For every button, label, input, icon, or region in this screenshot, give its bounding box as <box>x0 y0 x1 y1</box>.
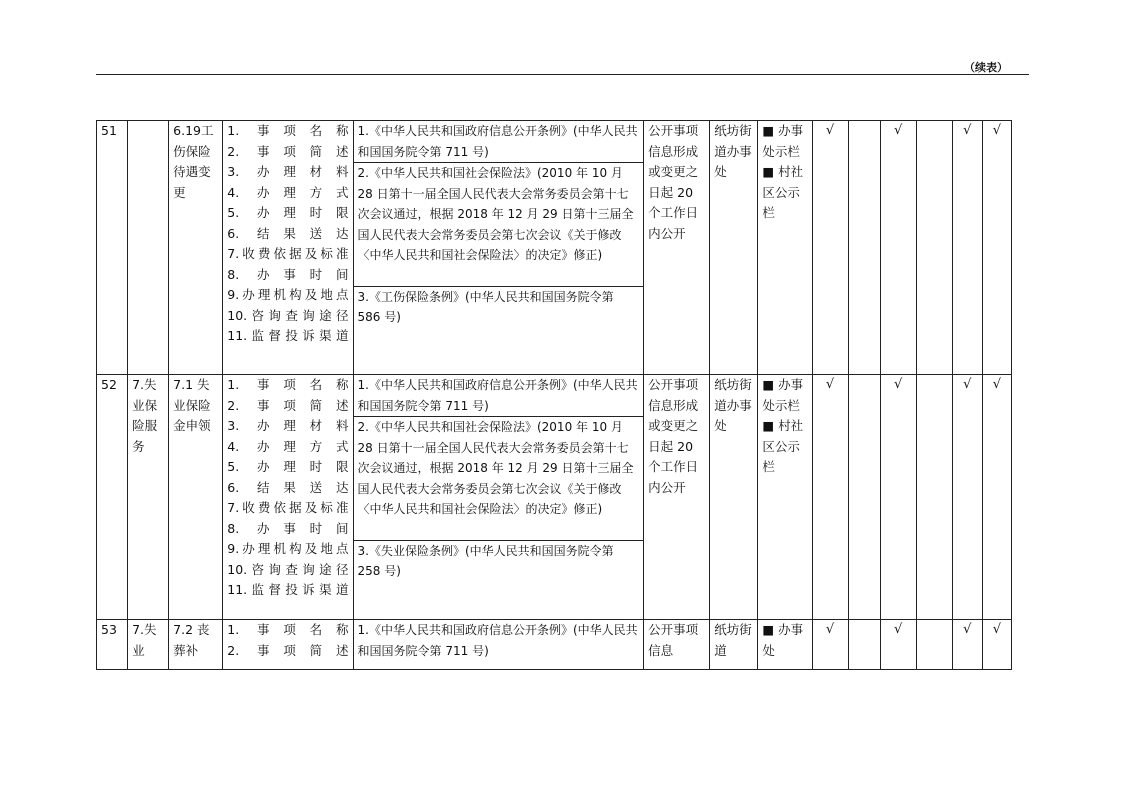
header-rule <box>96 74 1029 75</box>
channel-cell: ■ 办事处示栏 ■ 村社区公示栏 <box>758 375 812 620</box>
check-cell <box>848 375 880 620</box>
table-row <box>97 620 1012 670</box>
item-cell: 7.1 失业保险金申领 <box>169 375 223 620</box>
content-line: 10.咨询查询途径 <box>227 561 349 577</box>
time-limit-cell: 公开事项信息 <box>644 620 710 670</box>
content-line: 2. 事项简述 <box>227 143 349 159</box>
check-cell <box>916 121 952 375</box>
content-line: 11.监督投诉渠道 <box>227 328 349 343</box>
content-line: 9.办理机构及地点 <box>227 541 349 556</box>
category-cell: 7.失业 <box>128 620 169 670</box>
check-cell <box>848 620 880 670</box>
channel-cell: ■ 办事处示栏 ■ 村社区公示栏 <box>758 121 812 375</box>
check-cell: √ <box>952 375 982 620</box>
contents-cell <box>223 620 353 670</box>
channel-cell: ■ 办事处 <box>758 620 812 670</box>
table-row <box>97 375 1012 620</box>
content-line: 10.咨询查询途径 <box>227 307 349 323</box>
law-entry: 3.《失业保险条例》(中华人民共和国国务院令第 258 号) <box>357 543 614 578</box>
content-line: 2. 事项简述 <box>227 642 349 658</box>
content-line: 8. 办事时间 <box>227 520 349 536</box>
content-line: 11.监督投诉渠道 <box>227 582 349 597</box>
law-entry: 1.《中华人民共和国政府信息公开条例》(中华人民共和国国务院令第 711 号) <box>354 375 644 417</box>
content-line: 5. 办理时限 <box>227 459 349 474</box>
time-limit-cell: 公开事项信息形成或变更之日起 20 个工作日内公开 <box>644 121 710 375</box>
content-line: 9.办理机构及地点 <box>227 287 349 302</box>
content-line: 4. 办理方式 <box>227 438 349 454</box>
content-line: 4. 办理方式 <box>227 184 349 200</box>
content-line: 7.收费依据及标准 <box>227 246 349 261</box>
item-cell: 6.19工伤保险待遇变更 <box>169 121 223 375</box>
check-cell: √ <box>982 375 1011 620</box>
row-number: 51 <box>97 121 128 375</box>
check-cell: √ <box>880 375 916 620</box>
content-line: 1. 事项名称 <box>227 123 349 138</box>
item-cell: 7.2 丧葬补 <box>169 620 223 670</box>
content-line: 3. 办理材料 <box>227 164 349 179</box>
law-entry: 1.《中华人民共和国政府信息公开条例》(中华人民共和国国务院令第 711 号) <box>354 121 644 163</box>
subject-cell: 纸坊街道办事处 <box>710 121 758 375</box>
legal-basis-cell <box>353 620 644 670</box>
disclosure-table <box>96 120 1012 670</box>
continued-label: （续表） <box>964 61 1008 74</box>
content-line: 6. 结果送达 <box>227 479 349 495</box>
content-line: 1. 事项名称 <box>227 622 349 637</box>
check-cell: √ <box>952 121 982 375</box>
content-line: 6. 结果送达 <box>227 225 349 241</box>
check-cell: √ <box>812 121 848 375</box>
check-cell: √ <box>880 121 916 375</box>
content-line: 2. 事项简述 <box>227 397 349 413</box>
content-line: 7.收费依据及标准 <box>227 500 349 515</box>
table-row <box>97 121 1012 375</box>
check-cell <box>916 620 952 670</box>
law-entry: 2.《中华人民共和国社会保险法》(2010 年 10 月 28 日第十一届全国人民代表大会常务委员会第十七次会议通过，根据 2018 年 12 月 29 日第十三届全国人民代表大会常务委员会第七次会议《关于修改〈中华人民共和国社会保险法〉的决定》修正) <box>354 417 644 541</box>
subject-cell: 纸坊街道 <box>710 620 758 670</box>
law-entry: 3.《工伤保险条例》(中华人民共和国国务院令第 586 号) <box>357 289 614 324</box>
check-cell: √ <box>812 620 848 670</box>
check-cell <box>848 121 880 375</box>
content-line: 1. 事项名称 <box>227 377 349 392</box>
subject-cell: 纸坊街道办事处 <box>710 375 758 620</box>
check-cell <box>916 375 952 620</box>
time-limit-cell: 公开事项信息形成或变更之日起 20 个工作日内公开 <box>644 375 710 620</box>
check-cell: √ <box>880 620 916 670</box>
check-cell: √ <box>982 121 1011 375</box>
check-cell: √ <box>812 375 848 620</box>
content-line: 5. 办理时限 <box>227 205 349 220</box>
contents-cell <box>223 375 353 620</box>
category-cell <box>128 121 169 375</box>
check-cell: √ <box>952 620 982 670</box>
content-line: 3. 办理材料 <box>227 418 349 433</box>
legal-basis-cell <box>353 121 644 375</box>
contents-cell <box>223 121 353 375</box>
legal-basis-cell <box>353 375 644 620</box>
row-number: 53 <box>97 620 128 670</box>
check-cell: √ <box>982 620 1011 670</box>
row-number: 52 <box>97 375 128 620</box>
content-line: 8. 办事时间 <box>227 266 349 282</box>
law-entry: 1.《中华人民共和国政府信息公开条例》(中华人民共和国国务院令第 711 号) <box>357 623 638 658</box>
law-entry: 2.《中华人民共和国社会保险法》(2010 年 10 月 28 日第十一届全国人民代表大会常务委员会第十七次会议通过，根据 2018 年 12 月 29 日第十三届全国人民代表大会常务委员会第七次会议《关于修改〈中华人民共和国社会保险法〉的决定》修正) <box>354 163 644 287</box>
category-cell: 7.失业保险服务 <box>128 375 169 620</box>
